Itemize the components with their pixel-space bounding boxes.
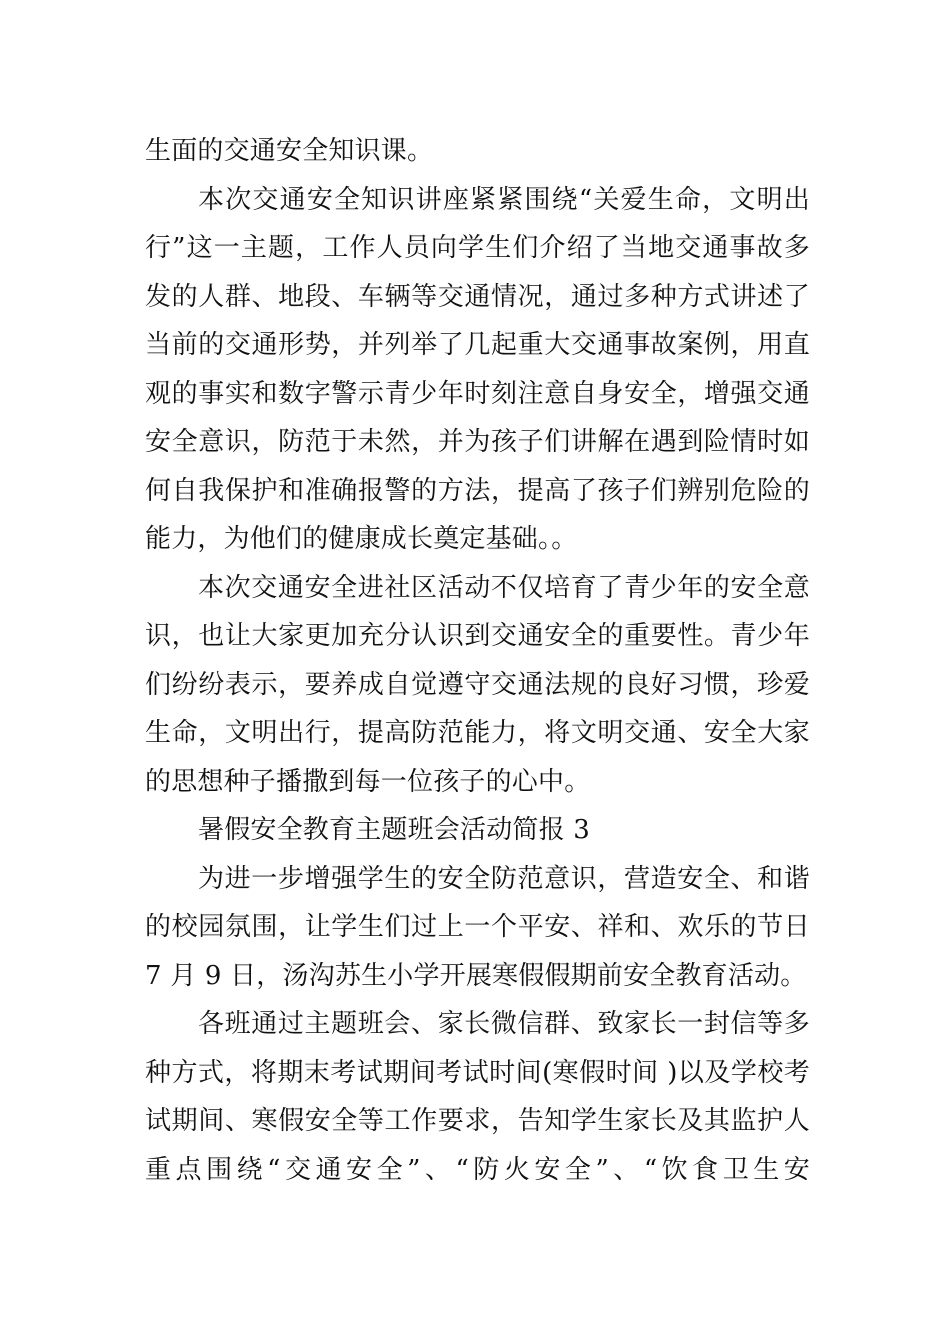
paragraph-line: 安全意识，防范于未然，并为孩子们讲解在遇到险情时如	[145, 427, 810, 457]
paragraph-line: 的思想种子播撒到每一位孩子的心中。	[145, 766, 591, 797]
paragraph-line: 7 月 9 日，汤沟苏生小学开展寒假假期前安全教育活动。	[145, 960, 807, 991]
document-body	[145, 127, 810, 1194]
paragraph-line: 的校园氛围，让学生们过上一个平安、祥和、欢乐的节日	[145, 912, 810, 942]
paragraph-line: 观的事实和数字警示青少年时刻注意自身安全，增强交通	[145, 378, 810, 409]
paragraph-line: 各班通过主题班会、家长微信群、致家长一封信等多	[198, 1009, 810, 1039]
paragraph-line: 生面的交通安全知识课。	[145, 136, 434, 166]
paragraph-line: 当前的交通形势，并列举了几起重大交通事故案例，用直	[145, 330, 810, 360]
paragraph-line: 生命，文明出行，提高防范能力，将文明交通、安全大家	[145, 718, 810, 748]
paragraph-line: 们纷纷表示，要养成自觉遵守交通法规的良好习惯，珍爱	[145, 669, 810, 700]
paragraph-line: 种方式，将期末考试期间考试时间(寒假时间 )以及学校考	[145, 1057, 810, 1088]
paragraph-line: 本次交通安全进社区活动不仅培育了青少年的安全意	[198, 572, 810, 603]
paragraph-line: 本次交通安全知识讲座紧紧围绕“关爱生命，文明出	[198, 184, 810, 215]
paragraph-line: 试期间、寒假安全等工作要求，告知学生家长及其监护人	[145, 1106, 810, 1136]
paragraph-line: 何自我保护和准确报警的方法，提高了孩子们辨别危险的	[145, 475, 810, 506]
paragraph-line: 发的人群、地段、车辆等交通情况，通过多种方式讲述了	[145, 281, 810, 312]
paragraph-line: 能力，为他们的健康成长奠定基础。。	[145, 524, 578, 554]
paragraph-line: 识，也让大家更加充分认识到交通安全的重要性。青少年	[145, 621, 810, 651]
paragraph-line: 行”这一主题，工作人员向学生们介绍了当地交通事故多	[145, 233, 810, 263]
section-heading: 暑假安全教育主题班会活动简报 3	[198, 815, 591, 845]
paragraph-line: 重点围绕“交通安全”、“防火安全”、“饮食卫生安	[145, 1154, 810, 1185]
paragraph-line: 为进一步增强学生的安全防范意识，营造安全、和谐	[198, 863, 810, 894]
